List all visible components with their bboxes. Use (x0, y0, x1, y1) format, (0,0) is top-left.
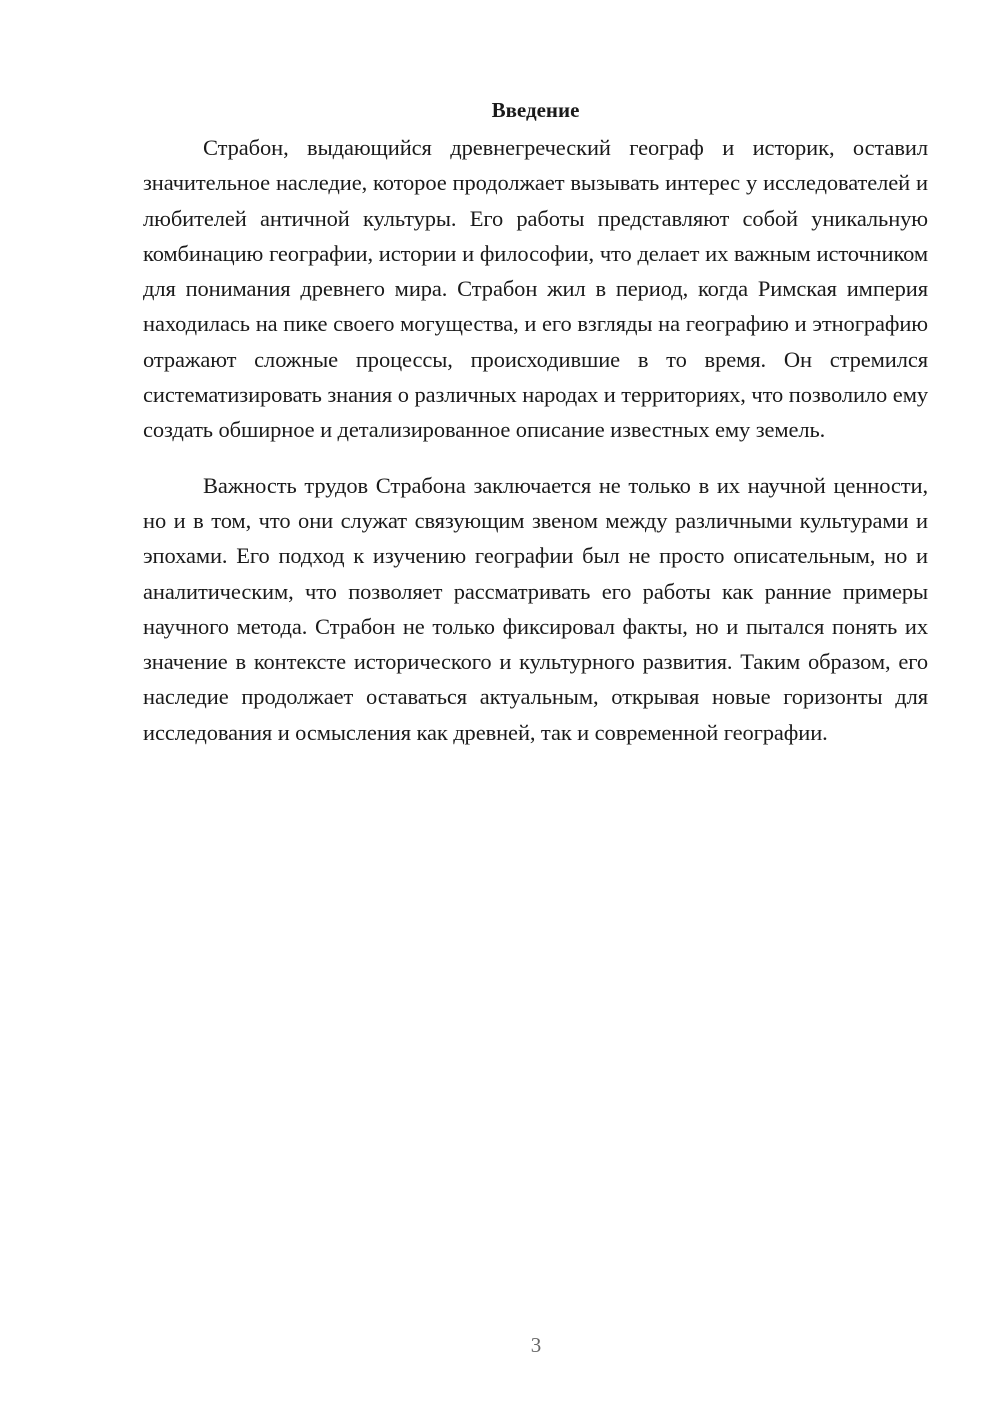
paragraph-2: Важность трудов Страбона заключается не только в их научной ценности, но и в том, что они служат связующим звеном между различными культурами и эпохами. Его подход к изучению географии был не просто описательным, но и аналитическим, что позволяет рассматривать его работы как ранние примеры научного метода. Страбон не только фиксировал факты, но и пытался понять их значение в контексте исторического и культурного развития. Таким образом, его наследие продолжает оставаться актуальным, открывая новые горизонты для исследования и осмысления как древней, так и современной географии. (143, 472, 928, 745)
section-heading: Введение (491, 98, 580, 122)
paragraph-1: Страбон, выдающийся древнегреческий географ и историк, оставил значительное наследие, которое продолжает вызывать интерес у исследователей и любителей античной культуры. Его работы представляют собой уникальную комбинацию географии, истории и философии, что делает их важным источником для понимания древнего мира. Страбон жил в период, когда Римская империя находилась на пике своего могущества, и его взгляды на географию и этнографию отражают сложные процессы, происходившие в то время. Он стремился систематизировать знания о различных народах и территориях, что позволило ему создать обширное и детализированное описание известных ему земель. (143, 135, 928, 443)
page-number: 3 (530, 1333, 542, 1357)
document-page (143, 95, 928, 750)
